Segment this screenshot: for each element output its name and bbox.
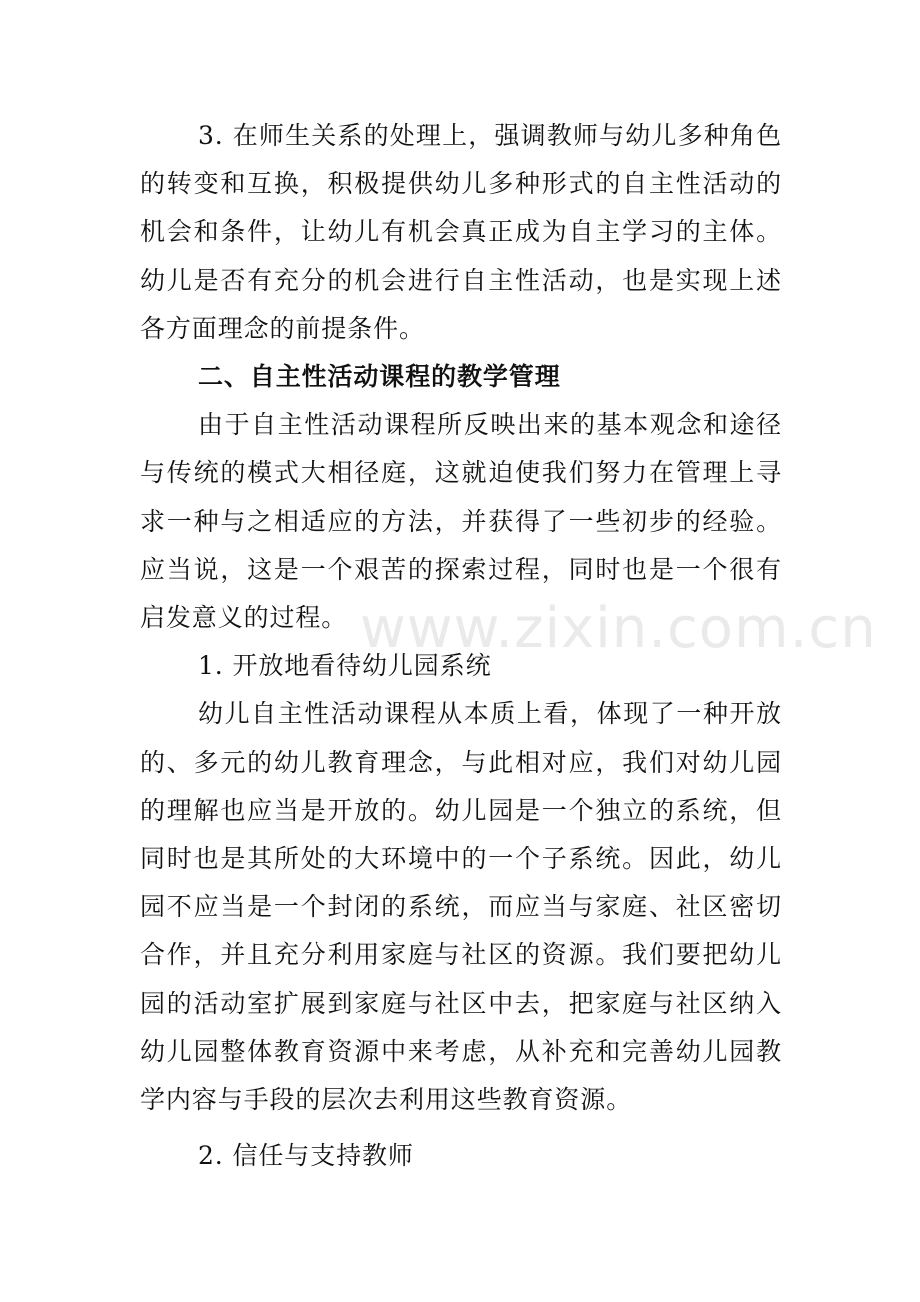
subheading-trust-support-teachers: 2. 信任与支持教师: [198, 1141, 414, 1171]
paragraph-open-system: 幼儿自主性活动课程从本质上看，体现了一种开放的、多元的幼儿教育理念，与此相对应，我们对幼儿园的理解也应当是开放的。幼儿园是一个独立的系统，但同时也是其所处的大环境中的一个子系统。因此，幼儿园不应当是一个封闭的系统，而应当与家庭、社区密切合作，并且充分利用家庭与社区的资源。我们要把幼儿园的活动室扩展到家庭与社区中去，把家庭与社区纳入幼儿园整体教育资源中来考虑，从补充和完善幼儿园教学内容与手段的层次去利用这些教育资源。: [140, 699, 782, 1115]
subheading-open-kindergarten-system: 1. 开放地看待幼儿园系统: [198, 651, 492, 681]
paragraph-management-intro: 由于自主性活动课程所反映出来的基本观念和途径与传统的模式大相径庭，这就迫使我们努力在管理上寻求一种与之相适应的方法，并获得了一些初步的经验。应当说，这是一个艰苦的探索过程，同时也是一个很有启发意义的过程。: [140, 410, 782, 633]
spacer: [140, 1124, 782, 1132]
section-heading-teaching-management: 二、自主性活动课程的教学管理: [198, 362, 561, 392]
watermark-text: www.zixin.com.cn: [360, 596, 877, 661]
paragraph-teacher-child-relationship: 3. 在师生关系的处理上，强调教师与幼儿多种角色的转变和互换，积极提供幼儿多种形式的自主性活动的机会和条件，让幼儿有机会真正成为自主学习的主体。幼儿是否有充分的机会进行自主性活动，也是实现上述各方面理念的前提条件。: [140, 121, 782, 343]
document-body: [140, 112, 782, 1180]
